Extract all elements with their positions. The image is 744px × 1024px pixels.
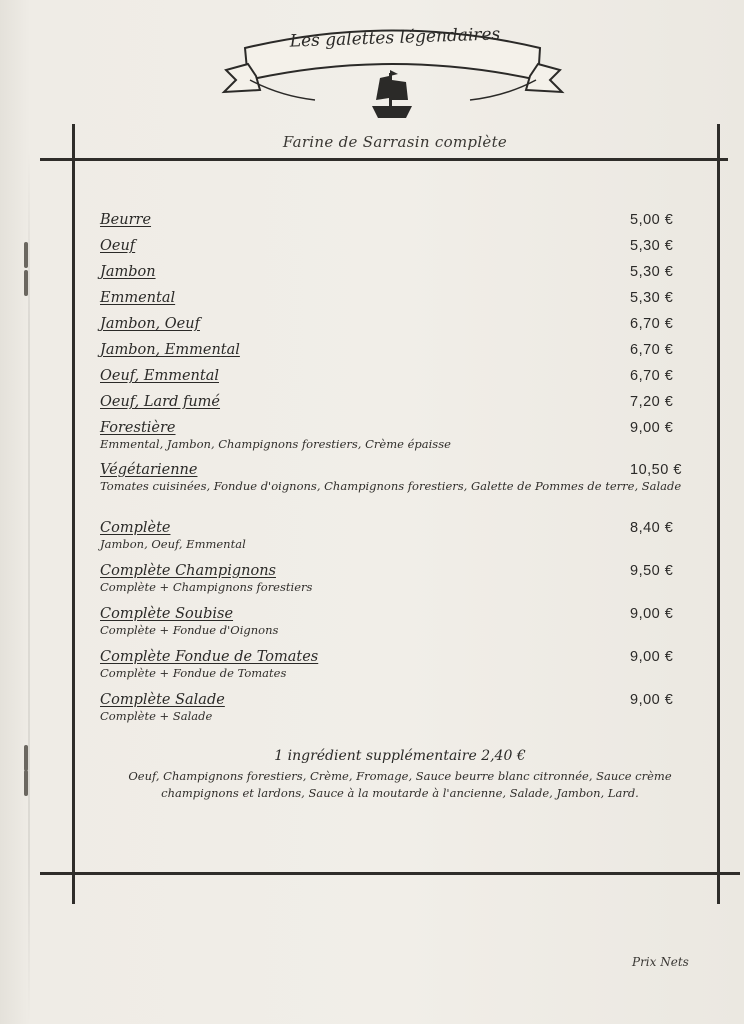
item-price: 9,50 €	[630, 563, 674, 579]
binding-mark	[24, 770, 28, 796]
item-name: Complète Champignons	[100, 563, 276, 579]
item-name: Oeuf, Emmental	[100, 368, 219, 384]
menu-item	[100, 368, 700, 394]
menu-list	[100, 212, 700, 735]
menu-item	[100, 290, 700, 316]
menu-item	[100, 212, 700, 238]
menu-item	[100, 420, 700, 462]
banner-title: Les galettes légendaires	[289, 24, 501, 52]
ship-icon	[372, 70, 412, 118]
menu-item	[100, 692, 700, 735]
menu-item	[100, 316, 700, 342]
item-price: 9,00 €	[630, 606, 674, 622]
item-name: Oeuf, Lard fumé	[100, 394, 221, 410]
item-description: Complète + Champignons forestiers	[100, 580, 313, 594]
item-price: 5,30 €	[630, 290, 674, 306]
item-name: Complète	[100, 520, 171, 536]
page-subtitle: Farine de Sarrasin complète	[282, 133, 508, 151]
item-name: Complète Fondue de Tomates	[100, 649, 319, 665]
menu-item	[100, 394, 700, 420]
item-name: Forestière	[100, 420, 176, 436]
item-price: 6,70 €	[630, 368, 674, 384]
extra-ingredient-list: Oeuf, Champignons forestiers, Crème, Fromage, Sauce beurre blanc citronnée, Sauce crème champignons et lardons, Sauce à la moutarde à l'ancienne, Salade, Jambon, Lard.	[128, 769, 672, 800]
binding-mark	[24, 270, 28, 296]
item-description: Emmental, Jambon, Champignons forestiers, Crème épaisse	[100, 437, 451, 451]
menu-item	[100, 238, 700, 264]
item-name: Beurre	[100, 212, 152, 228]
page-fold	[28, 150, 30, 1024]
frame-right	[717, 124, 720, 904]
binding-mark	[24, 242, 28, 268]
extra-ingredient-section	[100, 748, 700, 802]
frame-top	[40, 158, 728, 161]
binding-mark	[24, 745, 28, 771]
item-price: 9,00 €	[630, 692, 674, 708]
item-price: 5,30 €	[630, 264, 674, 280]
item-price: 5,00 €	[630, 212, 674, 228]
item-price: 5,30 €	[630, 238, 674, 254]
item-description: Complète + Fondue de Tomates	[100, 666, 287, 680]
item-price: 10,50 €	[630, 462, 682, 478]
item-name: Emmental	[100, 290, 176, 306]
menu-item	[100, 606, 700, 649]
menu-item	[100, 342, 700, 368]
item-name: Jambon	[100, 264, 156, 280]
item-description: Jambon, Oeuf, Emmental	[100, 537, 246, 551]
item-price: 6,70 €	[630, 316, 674, 332]
item-price: 7,20 €	[630, 394, 674, 410]
item-name: Jambon, Emmental	[100, 342, 240, 358]
menu-item	[100, 264, 700, 290]
menu-item	[100, 462, 700, 520]
item-description: Tomates cuisinées, Fondue d'oignons, Champignons forestiers, Galette de Pommes de terre, Salade	[100, 479, 682, 493]
price-note: Prix Nets	[632, 955, 689, 969]
item-name: Végétarienne	[100, 462, 198, 478]
menu-item	[100, 649, 700, 692]
item-name: Complète Soubise	[100, 606, 234, 622]
item-price: 9,00 €	[630, 649, 674, 665]
item-name: Complète Salade	[100, 692, 225, 708]
frame-bottom	[40, 872, 740, 875]
menu-item	[100, 520, 700, 563]
item-name: Oeuf	[100, 238, 136, 254]
item-name: Jambon, Oeuf	[100, 316, 200, 332]
item-description: Complète + Fondue d'Oignons	[100, 623, 279, 637]
extra-ingredient-title: 1 ingrédient supplémentaire 2,40 €	[274, 748, 526, 764]
frame-left	[72, 124, 75, 904]
menu-item	[100, 563, 700, 606]
item-price: 9,00 €	[630, 420, 674, 436]
item-price: 6,70 €	[630, 342, 674, 358]
item-description: Complète + Salade	[100, 709, 213, 723]
item-price: 8,40 €	[630, 520, 674, 536]
